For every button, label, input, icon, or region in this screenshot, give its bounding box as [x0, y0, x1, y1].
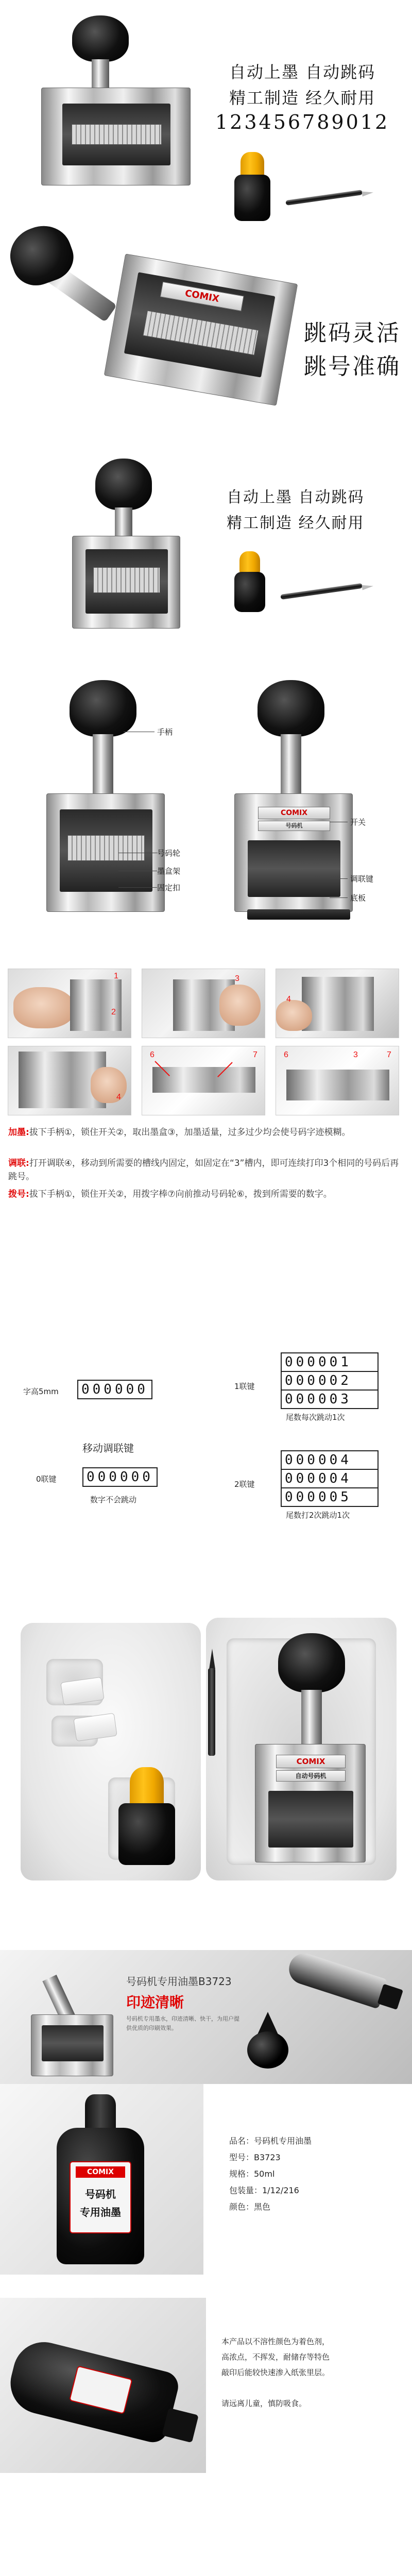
- char-height-display: 000000: [77, 1380, 152, 1399]
- package-plate-text: 自动号码机: [276, 1770, 346, 1782]
- ink-feature-line-1: 本产品以不溶性颜色为着色剂，: [221, 2337, 330, 2346]
- step-text-ink: 拔下手柄①，锁住开关②，取出墨盒③，加墨适量，过多过少均会使号码字迹模糊。: [29, 1127, 351, 1138]
- second-slogan-2: 精工制造 经久耐用: [227, 514, 365, 532]
- step-photo-6-num-3: 7: [387, 1050, 391, 1059]
- ink-info-section: [0, 2084, 412, 2275]
- ink-feature-line-3: 敲印后能较快速渗入纸张里层。: [221, 2368, 330, 2377]
- step-photo-6: [276, 1046, 399, 1115]
- closeup-line-1: 跳码灵活: [304, 320, 401, 346]
- step-key-ink: 加墨:: [8, 1127, 29, 1138]
- ink-spec-volume: 规格：50ml: [229, 2169, 275, 2179]
- step-photo-2-num-1: 3: [235, 974, 239, 983]
- step-photo-4: [8, 1046, 131, 1115]
- key1-caption: 尾数每次跳动1次: [286, 1413, 345, 1422]
- hero-section: [0, 0, 412, 412]
- step-photo-1-num-2: 2: [111, 1008, 116, 1016]
- ink-feature-text: [221, 2334, 330, 2411]
- ink-drop: [247, 2012, 288, 2069]
- second-ink-bottle-image: [234, 551, 265, 613]
- key2-display-3: 000005: [281, 1487, 379, 1507]
- packaging-section: [0, 1613, 412, 1891]
- package-ink-bottle: [118, 1767, 175, 1865]
- banner-ink-bottle: [284, 1950, 412, 2020]
- info-bottle-brand: COMIX: [76, 2166, 125, 2178]
- banner-subtitle: 印迹清晰: [126, 1994, 184, 2011]
- banner-title: 号码机专用油墨B3723: [126, 1975, 232, 1988]
- package-brand-plate: COMIX: [276, 1755, 346, 1768]
- step-key-adjust: 调联:: [8, 1158, 29, 1168]
- second-pen-image: [281, 592, 389, 603]
- closeup-line-2: 跳号准确: [304, 353, 401, 380]
- ink-spec-pack: 包装量：1/12/216: [229, 2185, 299, 2195]
- key1-stack: [281, 1352, 379, 1409]
- label-wheel: 号码轮: [157, 849, 181, 858]
- stamp-stem: [92, 59, 109, 90]
- banner-stamp: [21, 1971, 124, 2079]
- steps-section: [0, 963, 412, 1242]
- package-stamp: [247, 1633, 371, 1870]
- closeup-stamp-image: [10, 227, 299, 412]
- key1-display-1: 000001: [281, 1352, 379, 1371]
- parts-brand-plate: COMIX: [258, 807, 330, 819]
- step-photo-1-num-1: 1: [114, 972, 118, 980]
- ink-feature-line-4: [221, 2380, 330, 2396]
- label-handle: 手柄: [157, 727, 173, 737]
- closeup-brand-plate: COMIX: [160, 282, 244, 311]
- step-photo-5-num-2: 7: [253, 1050, 258, 1059]
- key1-display-3: 000003: [281, 1389, 379, 1409]
- ink-bottle-photo: [0, 2084, 203, 2275]
- parts-stamp-front-image: [41, 680, 175, 927]
- step-photo-6-num-1: 6: [284, 1050, 288, 1059]
- ink-feature-line-2: 高浓点，不挥发，耐储存等特色: [221, 2352, 330, 2362]
- step-instruction-dial: [8, 1188, 405, 1201]
- hero-digits: 123456789012: [215, 111, 390, 133]
- step-photo-5: [142, 1046, 265, 1115]
- step-text-dial: 拔下手柄①，锁住开关②，用拨字棒⑦向前推动号码轮⑥，拨到所需要的数字。: [29, 1189, 332, 1199]
- banner-desc: 号码机专用墨水，印迹清晰、快干，为用户提供优质的印刷效果。: [126, 2015, 239, 2031]
- step-key-dial: 拨号:: [8, 1189, 29, 1199]
- step-text-adjust: 打开调联④，移动到所需要的槽线内固定，如固定在“3”槽内，即可连续打印3个相同的号码后再跳号。: [8, 1158, 399, 1182]
- step-instruction-ink: [8, 1126, 405, 1139]
- number-wheels: [72, 124, 162, 145]
- info-bottle: [57, 2094, 144, 2264]
- stamp-side-image: [62, 453, 196, 639]
- ink-spec-color: 颜色：黑色: [229, 2202, 271, 2212]
- step-photo-3: [276, 969, 399, 1038]
- ink-spec-model: 型号：B3723: [229, 2153, 281, 2162]
- package-pen: [206, 1649, 216, 1757]
- step-photo-3-num-1: 4: [286, 995, 291, 1004]
- step-instruction-adjust: [8, 1157, 405, 1183]
- ink-banner-section: [0, 1950, 412, 2084]
- adjust-key-title: 移动调联键: [82, 1442, 134, 1454]
- ink-bottle-image: [234, 152, 270, 222]
- label-base-plate: 底板: [350, 893, 366, 903]
- key0-label: 0联键: [36, 1475, 57, 1484]
- number-diagram-section: [0, 1350, 412, 1546]
- parts-section: [0, 675, 412, 948]
- info-bottle-label-2: 专用油墨: [80, 2206, 121, 2218]
- second-slogan-1: 自动上墨 自动跳码: [227, 488, 365, 506]
- second-hero-section: [0, 453, 412, 644]
- label-ink-rack: 墨盒架: [157, 867, 181, 876]
- key1-label: 1联键: [234, 1382, 255, 1391]
- ink-feature-warning: 请远离儿童，慎防吸食。: [221, 2399, 307, 2408]
- label-fix-buckle: 固定扣: [157, 883, 181, 892]
- char-height-label: 字高5mm: [23, 1387, 59, 1396]
- step-photo-2: [142, 969, 265, 1038]
- ink-spec-list: [229, 2133, 312, 2215]
- key2-caption: 尾数打2次跳动1次: [286, 1511, 350, 1520]
- ink-spec-name: 品名：号码机专用油墨: [229, 2136, 312, 2146]
- key1-display-2: 000002: [281, 1371, 379, 1389]
- label-adjust-key: 调联键: [350, 874, 374, 884]
- label-switch: 开关: [350, 818, 366, 827]
- lying-bottle-photo: [0, 2298, 206, 2473]
- key2-label: 2联键: [234, 1480, 255, 1489]
- hero-slogan-2: 精工制造 经久耐用: [229, 88, 376, 108]
- info-bottle-label-1: 号码机: [85, 2188, 116, 2200]
- key2-display-1: 000004: [281, 1450, 379, 1469]
- dial-pen-image: [286, 198, 389, 209]
- step-photo-1: [8, 969, 131, 1038]
- ink-feature-section: [0, 2298, 412, 2473]
- key0-caption: 数字不会跳动: [90, 1495, 137, 1504]
- numbering-stamp-image: [26, 10, 201, 196]
- step-photo-4-num-1: 4: [116, 1093, 121, 1101]
- key2-display-2: 000004: [281, 1469, 379, 1487]
- step-photo-5-num-1: 6: [150, 1050, 154, 1059]
- stamp-knob: [72, 15, 129, 62]
- parts-plate-text: 号码机: [258, 821, 330, 831]
- key0-display: 000000: [82, 1467, 158, 1487]
- step-photo-6-num-2: 3: [353, 1050, 358, 1059]
- hero-slogan-1: 自动上墨 自动跳码: [229, 62, 376, 82]
- stamp-frame: [41, 88, 191, 185]
- parts-stamp-back-image: [227, 680, 360, 927]
- key2-stack: [281, 1450, 379, 1507]
